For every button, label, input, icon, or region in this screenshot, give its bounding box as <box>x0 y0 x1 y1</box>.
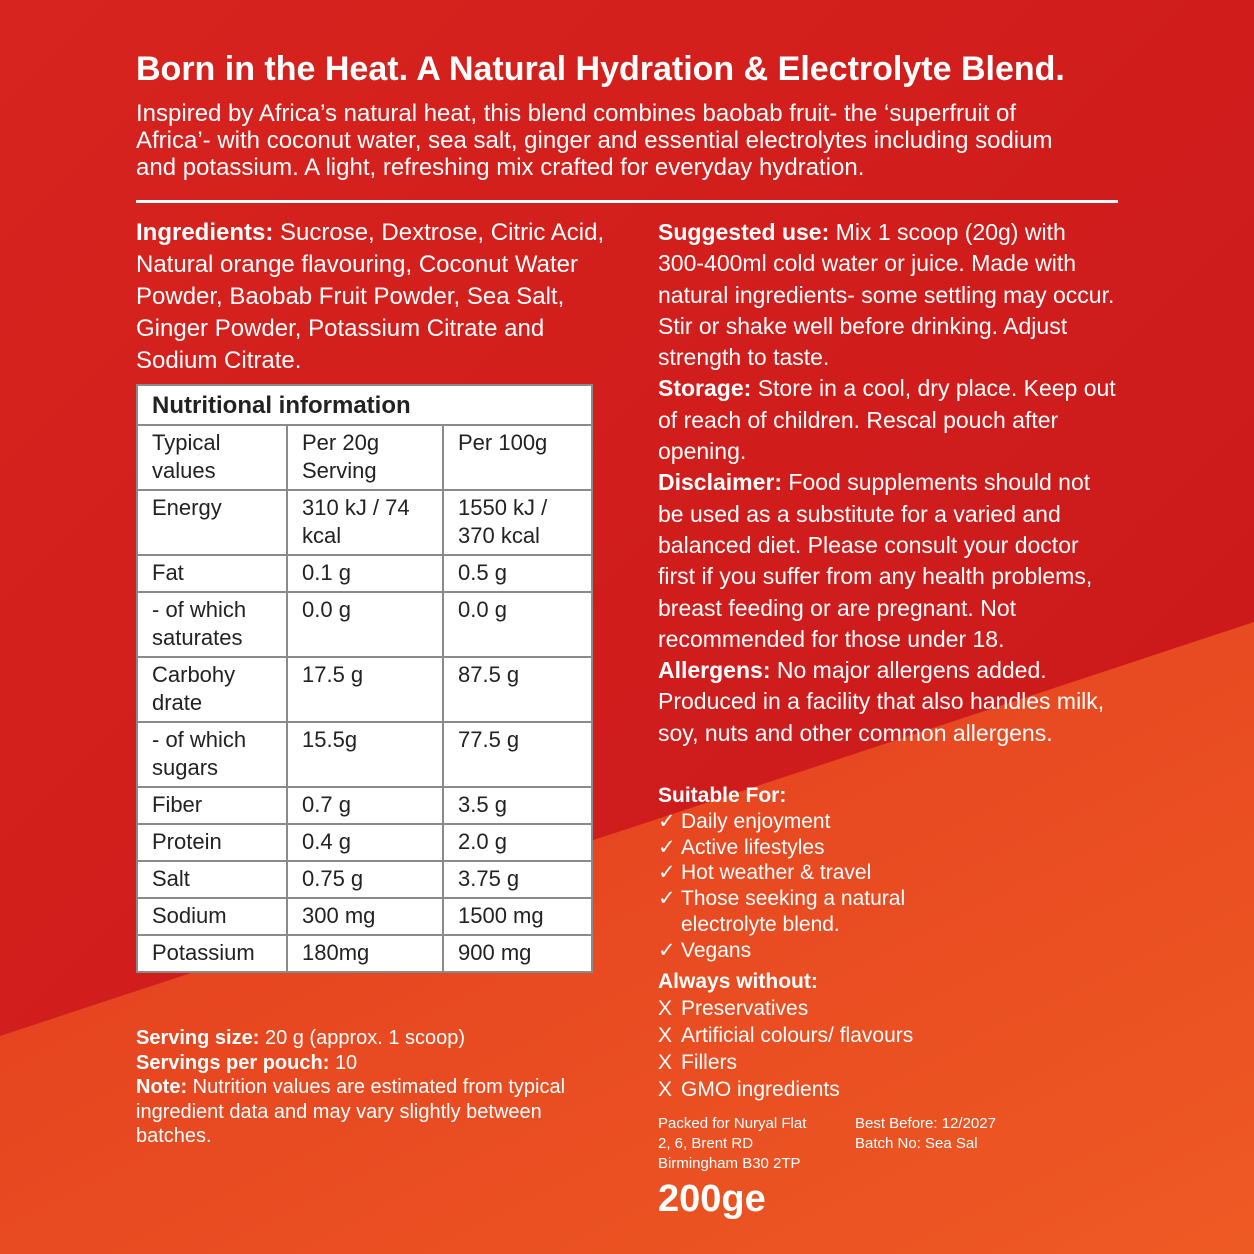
checkmark-icon: ✓ <box>658 938 676 962</box>
nutrition-note <box>136 1075 606 1149</box>
ingredients-text: Sucrose, Dextrose, Citric Acid, Natural orange flavouring, Coconut Water Powder, Baobab Fruit Powder, Sea Salt, Ginger Powder, Potassium Citrate and Sodium Citrate. <box>136 219 605 374</box>
disclaimer-text: Food supplements should not be used as a substitute for a varied and balanced diet. Please consult your doctor first if you suffer from any health problems, breast feeding or are pregnant. Not recommended for those under 18. <box>658 469 1093 652</box>
product-info <box>658 217 1118 749</box>
nutrient-name: Potassium <box>137 935 287 972</box>
cross-icon: X <box>658 1078 673 1101</box>
serving-info <box>136 1026 606 1149</box>
nutrient-name: Sodium <box>137 898 287 935</box>
per-serving-value: 15.5g <box>287 722 443 787</box>
list-item <box>658 860 1118 886</box>
per-serving-value: 17.5 g <box>287 657 443 722</box>
list-item-text: GMO ingredients <box>681 1078 840 1101</box>
checkmark-icon: ✓ <box>658 809 676 833</box>
table-row <box>137 861 592 898</box>
per-serving-value: 180mg <box>287 935 443 972</box>
address-line: 2, 6, Brent RD <box>658 1135 754 1152</box>
net-weight: 200ge <box>658 1178 766 1220</box>
per-100g-value: 0.5 g <box>443 555 592 592</box>
list-item-text: Those seeking a natural electrolyte blend. <box>681 887 906 936</box>
list-item-text: Fillers <box>681 1051 737 1074</box>
allergens-label: Allergens: <box>658 657 771 684</box>
cross-icon: X <box>658 1051 673 1074</box>
list-item <box>658 995 1118 1022</box>
list-item <box>658 1076 1118 1103</box>
best-before: Best Before: 12/2027 <box>855 1115 996 1132</box>
table-row <box>137 490 592 555</box>
table-row <box>137 935 592 972</box>
table-row <box>137 657 592 722</box>
storage <box>658 373 1118 467</box>
checkmark-icon: ✓ <box>658 861 676 885</box>
nutrient-name: Energy <box>137 490 287 555</box>
note-text: Nutrition values are estimated from typical ingredient data and may vary slightly between batches. <box>136 1076 566 1147</box>
ingredients-section <box>136 217 616 377</box>
nutrient-name: - of which sugars <box>137 722 287 787</box>
suggested-use-text: Mix 1 scoop (20g) with 300-400ml cold water or juice. Made with natural ingredients- some settling may occur. Stir or shake well before drinking. Adjust strength to taste. <box>658 219 1115 371</box>
list-item <box>658 835 1118 861</box>
disclaimer <box>658 467 1118 655</box>
cross-icon: X <box>658 997 673 1020</box>
per-serving-value: 0.75 g <box>287 861 443 898</box>
table-row <box>137 824 592 861</box>
list-item <box>658 1049 1118 1076</box>
per-serving-value: 310 kJ / 74 kcal <box>287 490 443 555</box>
list-item-text: Preservatives <box>681 997 809 1020</box>
address-line: Birmingham B30 2TP <box>658 1155 801 1172</box>
list-item-text: Active lifestyles <box>681 835 825 859</box>
table-row <box>137 898 592 935</box>
intro-paragraph: Inspired by Africa’s natural heat, this blend combines baobab fruit- the ‘superfruit of Africa’- with coconut water, sea salt, ginger and essential electrolytes including sodium and potassium. A light, refreshing mix crafted for everyday hydration. <box>136 100 1053 181</box>
per-100g-value: 1500 mg <box>443 898 592 935</box>
per-100g-value: 3.75 g <box>443 861 592 898</box>
table-row <box>137 787 592 824</box>
nutrient-name: Salt <box>137 861 287 898</box>
nutrition-title: Nutritional information <box>137 385 592 425</box>
suitable-for-list <box>658 783 1118 964</box>
per-serving-value: 0.0 g <box>287 592 443 657</box>
column-header: Per 100g <box>443 425 592 490</box>
per-100g-value: 900 mg <box>443 935 592 972</box>
checkmark-icon: ✓ <box>658 887 676 911</box>
batch-number: Batch No: Sea Sal <box>855 1135 978 1152</box>
nutrient-name: Carbohy drate <box>137 657 287 722</box>
suitable-for-heading: Suitable For: <box>658 784 787 807</box>
per-100g-value: 0.0 g <box>443 592 592 657</box>
page-title: Born in the Heat. A Natural Hydration & Electrolyte Blend. <box>136 50 1065 88</box>
nutrient-name: Fat <box>137 555 287 592</box>
servings-per-pouch <box>136 1051 606 1076</box>
disclaimer-label: Disclaimer: <box>658 469 783 496</box>
batch-info <box>855 1114 1055 1154</box>
per-serving-value: 0.7 g <box>287 787 443 824</box>
packer-address <box>658 1114 838 1174</box>
list-item-text: Artificial colours/ flavours <box>681 1024 914 1047</box>
allergens <box>658 655 1118 749</box>
table-row <box>137 722 592 787</box>
note-label: Note: <box>136 1076 188 1098</box>
per-serving-value: 300 mg <box>287 898 443 935</box>
per-100g-value: 77.5 g <box>443 722 592 787</box>
servings-per-pouch-value: 10 <box>334 1051 358 1074</box>
divider <box>136 200 1118 203</box>
list-item-text: Vegans <box>681 938 752 962</box>
cross-icon: X <box>658 1024 673 1047</box>
list-item <box>658 886 1118 938</box>
nutrition-table <box>136 384 593 973</box>
storage-label: Storage: <box>658 375 752 402</box>
serving-size-label: Serving size: <box>136 1027 260 1049</box>
suggested-use-label: Suggested use: <box>658 219 830 245</box>
serving-size <box>136 1026 606 1051</box>
checkmark-icon: ✓ <box>658 835 676 859</box>
nutrient-name: Fiber <box>137 787 287 824</box>
list-item <box>658 1022 1118 1049</box>
per-100g-value: 1550 kJ / 370 kcal <box>443 490 592 555</box>
table-header-row <box>137 425 592 490</box>
column-header: Per 20g Serving <box>287 425 443 490</box>
per-100g-value: 87.5 g <box>443 657 592 722</box>
per-serving-value: 0.1 g <box>287 555 443 592</box>
allergens-text: No major allergens added. Produced in a facility that also handles milk, soy, nuts and other common allergens. <box>658 657 1105 746</box>
list-item-text: Daily enjoyment <box>681 809 831 833</box>
list-item-text: Hot weather & travel <box>681 861 872 885</box>
suggested-use <box>658 217 1118 373</box>
per-100g-value: 2.0 g <box>443 824 592 861</box>
servings-per-pouch-label: Servings per pouch: <box>136 1051 330 1074</box>
ingredients-label: Ingredients: <box>136 219 274 246</box>
per-100g-value: 3.5 g <box>443 787 592 824</box>
table-row <box>137 592 592 657</box>
table-row <box>137 555 592 592</box>
storage-text: Store in a cool, dry place. Keep out of reach of children. Rescal pouch after opening. <box>658 375 1116 465</box>
list-item <box>658 938 1118 964</box>
always-without-list <box>658 968 1118 1103</box>
per-serving-value: 0.4 g <box>287 824 443 861</box>
packer-line: Packed for Nuryal Flat <box>658 1115 807 1132</box>
serving-size-value: 20 g (approx. 1 scoop) <box>264 1027 466 1049</box>
nutrient-name: - of which saturates <box>137 592 287 657</box>
column-header: Typical values <box>137 425 287 490</box>
list-item <box>658 809 1118 835</box>
nutrient-name: Protein <box>137 824 287 861</box>
always-without-heading: Always without: <box>658 970 818 993</box>
